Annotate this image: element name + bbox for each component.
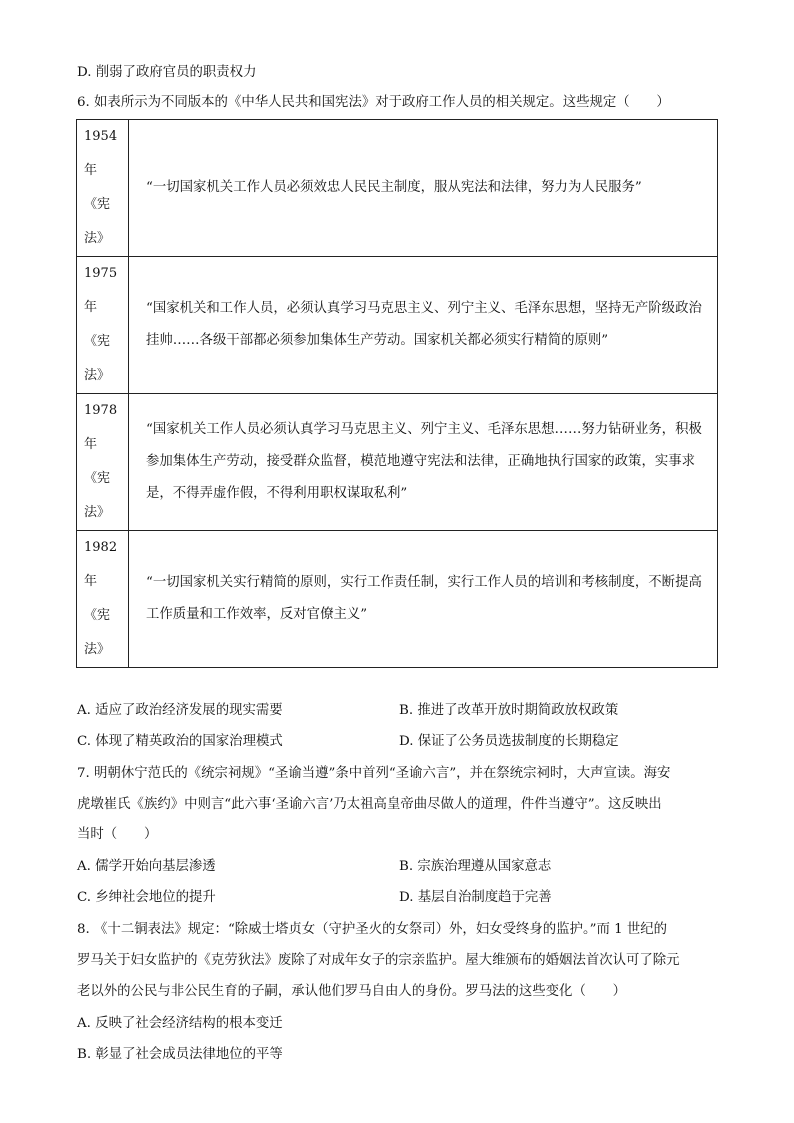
law-label-close: 法》 — [84, 642, 111, 657]
q6-option-a[interactable]: A. 适应了政治经济发展的现实需要 — [77, 703, 283, 718]
year-cell — [77, 257, 129, 394]
year-cell — [77, 394, 129, 531]
q7-option-c[interactable]: C. 乡绅社会地位的提升 — [77, 890, 216, 905]
q7-option-a[interactable]: A. 儒学开始向基层渗透 — [77, 859, 216, 874]
previous-option-d: D. 削弱了政府官员的职责权力 — [77, 65, 257, 80]
table-row — [77, 531, 718, 668]
question-6-stem: 6. 如表所示为不同版本的《中华人民共和国宪法》对于政府工作人员的相关规定。这些规定（ ） — [77, 95, 670, 110]
question-7-line-2: 虎墩崔氏《族约》中则言“此六事‘圣谕六言’乃太祖高皇帝曲尽做人的道理，件件当遵守”。这反映出 — [77, 797, 662, 812]
provision-text: “一切国家机关实行精简的原则，实行工作责任制，实行工作人员的培训和考核制度，不断提高工作质量和工作效率，反对官僚主义” — [129, 531, 718, 668]
year-cell — [77, 531, 129, 668]
year-number: 1954 — [84, 129, 118, 144]
q7-option-b[interactable]: B. 宗族治理遵从国家意志 — [399, 859, 552, 874]
year-cell — [77, 120, 129, 257]
question-7-line-3: 当时（ ） — [77, 827, 158, 842]
question-7-line-1: 7. 明朝休宁范氏的《统宗祠规》“圣谕当遵”条中首列“圣谕六言”，并在祭统宗祠时，大声宣读。海安 — [77, 766, 671, 781]
table-row — [77, 257, 718, 394]
year-number: 1978 — [84, 403, 118, 418]
q6-option-d[interactable]: D. 保证了公务员选拔制度的长期稳定 — [399, 734, 619, 749]
law-label-close: 法》 — [84, 231, 111, 246]
law-label-open: 《宪 — [84, 471, 111, 486]
table-row — [77, 394, 718, 531]
year-unit: 年 — [84, 437, 98, 452]
year-unit: 年 — [84, 574, 98, 589]
q8-option-b[interactable]: B. 彰显了社会成员法律地位的平等 — [77, 1047, 283, 1062]
constitution-table — [76, 119, 718, 668]
question-8-line-1: 8. 《十二铜表法》规定：“除威士塔贞女（守护圣火的女祭司）外，妇女受终身的监护。”而 1 世纪的 — [77, 922, 668, 937]
law-label-close: 法》 — [84, 505, 111, 520]
question-8-line-3: 老以外的公民与非公民生育的子嗣，承认他们罗马自由人的身份。罗马法的这些变化（ ） — [77, 984, 627, 999]
law-label-open: 《宪 — [84, 608, 111, 623]
q6-option-b[interactable]: B. 推进了改革开放时期简政放权政策 — [399, 703, 619, 718]
table-row — [77, 120, 718, 257]
q6-option-c[interactable]: C. 体现了精英政治的国家治理模式 — [77, 734, 283, 749]
q8-option-a[interactable]: A. 反映了社会经济结构的根本变迁 — [77, 1016, 283, 1031]
law-label-open: 《宪 — [84, 334, 111, 349]
year-number: 1982 — [84, 540, 118, 555]
law-label-close: 法》 — [84, 368, 111, 383]
year-number: 1975 — [84, 266, 118, 281]
provision-text: “国家机关和工作人员，必须认真学习马克思主义、列宁主义、毛泽东思想，坚持无产阶级政治挂帅……各级干部都必须参加集体生产劳动。国家机关都必须实行精简的原则” — [129, 257, 718, 394]
provision-text: “国家机关工作人员必须认真学习马克思主义、列宁主义、毛泽东思想……努力钻研业务，积极参加集体生产劳动，接受群众监督，模范地遵守宪法和法律，正确地执行国家的政策，实事求是，不得弄虚作假，不得利用职权谋取私利” — [129, 394, 718, 531]
question-8-line-2: 罗马关于妇女监护的《克劳狄法》废除了对成年女子的宗亲监护。屋大维颁布的婚姻法首次认可了除元 — [77, 953, 680, 968]
year-unit: 年 — [84, 300, 98, 315]
provision-text: “一切国家机关工作人员必须效忠人民民主制度，服从宪法和法律，努力为人民服务” — [129, 120, 718, 257]
law-label-open: 《宪 — [84, 197, 111, 212]
year-unit: 年 — [84, 163, 98, 178]
q7-option-d[interactable]: D. 基层自治制度趋于完善 — [399, 890, 552, 905]
